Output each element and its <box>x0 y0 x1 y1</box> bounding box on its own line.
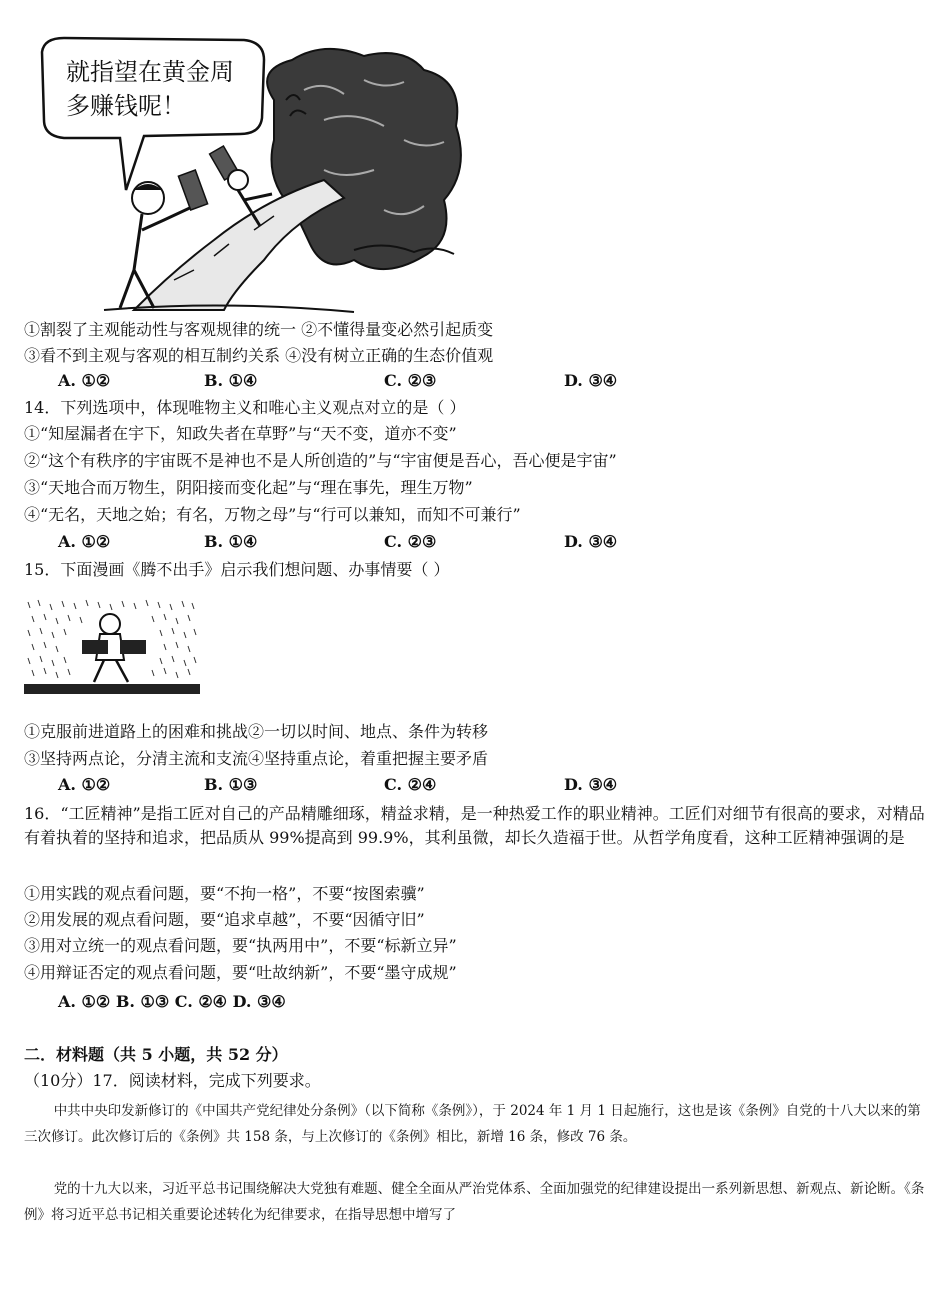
q13-statement-line2: ③看不到主观与客观的相互制约关系 ④没有树立正确的生态价值观 <box>24 346 494 365</box>
q13-option-d[interactable]: D. ③④ <box>564 371 618 390</box>
section2-heading: 二．材料题（共 5 小题，共 52 分） <box>24 1045 288 1064</box>
q15-statement-line2: ③坚持两点论，分清主流和支流④坚持重点论，着重把握主要矛盾 <box>24 749 489 768</box>
rain-cartoon <box>24 598 200 694</box>
q16-statement-1: ①用实践的观点看问题，要“不拘一格”，不要“按图索骥” <box>24 884 425 903</box>
q15-stem: 15．下面漫画《腾不出手》启示我们想问题、办事情要（ ） <box>24 560 450 579</box>
q15-option-d[interactable]: D. ③④ <box>564 775 618 794</box>
q15-option-a[interactable]: A. ①② <box>58 775 111 794</box>
cartoon-caption-line1: 就指望在黄金周 <box>66 58 234 86</box>
q13-option-c[interactable]: C. ②③ <box>384 371 437 390</box>
q14-option-c[interactable]: C. ②③ <box>384 532 437 551</box>
q16-options[interactable]: A. ①② B. ①③ C. ②④ D. ③④ <box>58 992 286 1011</box>
q17-material-para1: 中共中央印发新修订的《中国共产党纪律处分条例》（以下简称《条例》），于 2024 年 1 月 1 日起施行，这也是该《条例》自党的十八大以来的第三次修订。此次修订后的《条例》共 158 条，与上次修订的《条例》相比，新增 16 条，修改 76 条。 <box>24 1103 921 1145</box>
q16-statement-2: ②用发展的观点看问题，要“追求卓越”，不要“因循守旧” <box>24 910 425 929</box>
q16-stem: 16．“工匠精神”是指工匠对自己的产品精雕细琢，精益求精，是一种热爱工作的职业精神。工匠们对细节有很高的要求，对精品有着执着的坚持和追求，把品质从 99%提高到 99.9%，其利虽微，却长久造福于世。从哲学角度看，这种工匠精神强调的是 <box>24 804 925 847</box>
q17-material-para2: 党的十九大以来，习近平总书记围绕解决大党独有难题、健全全面从严治党体系、全面加强党的纪律建设提出一系列新思想、新观点、新论断。《条例》将习近平总书记相关重要论述转化为纪律要求，在指导思想中增写了 <box>24 1181 925 1223</box>
q16-statement-4: ④用辩证否定的观点看问题，要“吐故纳新”，不要“墨守成规” <box>24 963 457 982</box>
q14-stem: 14．下列选项中，体现唯物主义和唯心主义观点对立的是（ ） <box>24 398 466 417</box>
q15-option-c[interactable]: C. ②④ <box>384 775 437 794</box>
q13-option-b[interactable]: B. ①④ <box>204 371 258 390</box>
cartoon-caption-line2: 多赚钱呢！ <box>66 92 186 120</box>
q14-statement-3: ③“天地合而万物生，阴阳接而变化起”与“理在事先，理生万物” <box>24 478 473 497</box>
q17-stem: （10分）17．阅读材料，完成下列要求。 <box>24 1071 321 1090</box>
goldenweek-cartoon <box>24 30 474 315</box>
q14-statement-1: ①“知屋漏者在宇下，知政失者在草野”与“天不变，道亦不变” <box>24 424 457 443</box>
q14-statement-4: ④“无名，天地之始；有名，万物之母”与“行可以兼知，而知不可兼行” <box>24 505 521 524</box>
q16-statement-3: ③用对立统一的观点看问题，要“执两用中”，不要“标新立异” <box>24 936 457 955</box>
q14-option-b[interactable]: B. ①④ <box>204 532 258 551</box>
q13-statement-line1: ①割裂了主观能动性与客观规律的统一 ②不懂得量变必然引起质变 <box>24 320 494 339</box>
q14-option-d[interactable]: D. ③④ <box>564 532 618 551</box>
q15-option-b[interactable]: B. ①③ <box>204 775 258 794</box>
q14-statement-2: ②“这个有秩序的宇宙既不是神也不是人所创造的”与“宇宙便是吾心，吾心便是宇宙” <box>24 451 617 470</box>
q15-statement-line1: ①克服前进道路上的困难和挑战②一切以时间、地点、条件为转移 <box>24 722 489 741</box>
q13-option-a[interactable]: A. ①② <box>58 371 111 390</box>
q14-option-a[interactable]: A. ①② <box>58 532 111 551</box>
